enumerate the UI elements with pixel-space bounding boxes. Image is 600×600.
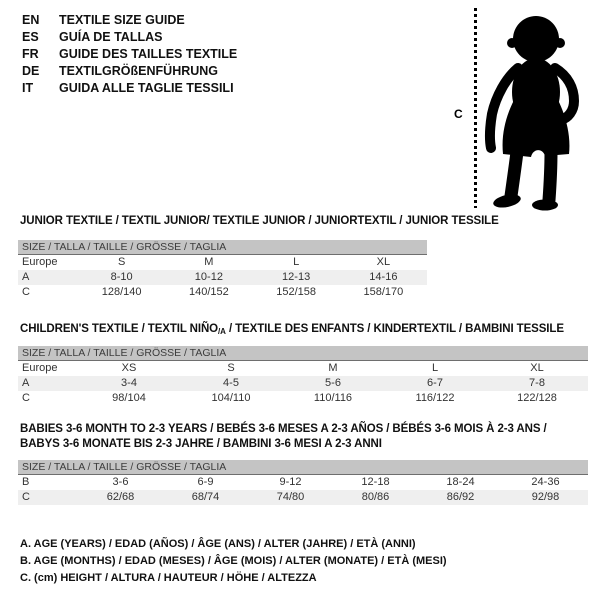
footnote-b: B. AGE (MONTHS) / EDAD (MESES) / ÂGE (MOIS) / ALTER (MONATE) / ETÀ (MESI) <box>20 555 447 567</box>
table-row <box>18 270 427 285</box>
cell: XL <box>376 256 391 268</box>
language-row <box>22 12 237 29</box>
size-header-bar: SIZE / TALLA / TAILLE / GRÖSSE / TAGLIA <box>18 460 588 475</box>
cell: 152/158 <box>276 286 316 298</box>
table-row <box>18 285 427 300</box>
section-title-babies-line1: BABIES 3-6 MONTH TO 2-3 YEARS / BEBÉS 3-6 MESES A 2-3 AÑOS / BÉBÉS 3-6 MOIS À 2-3 ANS / <box>20 423 547 435</box>
section-title-children <box>20 322 564 339</box>
row-label: C <box>22 286 30 298</box>
language-row <box>22 29 237 46</box>
cell: 158/170 <box>363 286 404 298</box>
language-row <box>22 46 237 63</box>
cell: 92/98 <box>531 491 560 503</box>
language-row <box>22 80 237 97</box>
cell: 9-12 <box>279 476 302 488</box>
cell: S <box>117 256 126 268</box>
cell: L <box>293 256 300 268</box>
cell: M <box>204 256 214 268</box>
footnotes <box>20 536 447 587</box>
cell: 5-6 <box>325 377 341 389</box>
cell: 10-12 <box>194 271 223 283</box>
cell: 86/92 <box>446 491 475 503</box>
table-row <box>18 490 588 505</box>
cell: 128/140 <box>101 286 142 298</box>
cell: 18-24 <box>446 476 475 488</box>
cell: 104/110 <box>211 392 251 404</box>
table-row <box>18 376 588 391</box>
row-label: C <box>22 491 30 503</box>
cell: 4-5 <box>223 377 239 389</box>
language-code: DE <box>22 64 40 78</box>
cell: 12-13 <box>282 271 311 283</box>
language-header <box>22 12 237 97</box>
cell: 74/80 <box>276 491 305 503</box>
cell: 12-18 <box>361 476 390 488</box>
language-title: GUÍA DE TALLAS <box>59 30 163 44</box>
footnote-a: A. AGE (YEARS) / EDAD (AÑOS) / ÂGE (ANS) / ALTER (JAHRE) / ETÀ (ANNI) <box>20 538 416 550</box>
section-title-children-pre: CHILDREN'S TEXTILE / TEXTIL NIÑO <box>20 323 219 335</box>
cell: L <box>431 362 439 374</box>
junior-size-table <box>18 240 427 300</box>
cell: 7-8 <box>529 377 545 389</box>
size-header-bar: SIZE / TALLA / TAILLE / GRÖSSE / TAGLIA <box>18 346 588 361</box>
language-code: IT <box>22 81 34 95</box>
cell: XS <box>121 362 137 374</box>
section-title-children-post: / TEXTILE DES ENFANTS / KINDERTEXTIL / BAMBINI TESSILE <box>225 323 564 335</box>
table-row <box>18 391 588 406</box>
language-code: ES <box>22 30 39 44</box>
cell: 68/74 <box>191 491 220 503</box>
table-row <box>18 361 588 376</box>
language-title: TEXTILGRÖßENFÜHRUNG <box>59 64 219 78</box>
cell: S <box>227 362 235 374</box>
cell: 116/122 <box>415 392 455 404</box>
baby-silhouette <box>484 8 586 212</box>
row-label: A <box>22 377 30 389</box>
row-label: B <box>22 476 30 488</box>
footnote-c: C. (cm) HEIGHT / ALTURA / HAUTEUR / HÖHE / ALTEZZA <box>20 572 317 584</box>
table-row <box>18 255 427 270</box>
section-title-babies-line2: BABYS 3-6 MONATE BIS 2-3 JAHRE / BAMBINI 3-6 MESI A 2-3 ANNI <box>20 438 382 450</box>
cell: 3-6 <box>112 476 129 488</box>
row-label: Europe <box>22 362 58 374</box>
language-row <box>22 63 237 80</box>
cell: 62/68 <box>106 491 135 503</box>
cell: 140/152 <box>188 286 229 298</box>
section-title-babies <box>20 422 547 452</box>
cell: 3-4 <box>121 377 137 389</box>
section-title-children-sub: /A <box>218 327 226 336</box>
language-title: TEXTILE SIZE GUIDE <box>59 13 185 27</box>
children-size-table <box>18 346 588 406</box>
cell: XL <box>530 362 544 374</box>
cell: 6-9 <box>197 476 214 488</box>
height-dashed-line <box>474 8 477 208</box>
language-code: EN <box>22 13 40 27</box>
cell: 8-10 <box>110 271 133 283</box>
cell: 122/128 <box>517 392 557 404</box>
table-row <box>18 475 588 490</box>
cell: 24-36 <box>531 476 560 488</box>
language-code: FR <box>22 47 39 61</box>
cell: 98/104 <box>112 392 146 404</box>
cell: 6-7 <box>427 377 443 389</box>
babies-size-table <box>18 460 588 505</box>
language-title: GUIDE DES TAILLES TEXTILE <box>59 47 238 61</box>
cell: 80/86 <box>361 491 390 503</box>
height-label: C <box>454 107 463 121</box>
cell: 14-16 <box>369 271 398 283</box>
cell: 110/116 <box>313 392 353 404</box>
size-header-bar: SIZE / TALLA / TAILLE / GRÖSSE / TAGLIA <box>18 240 427 255</box>
section-title-junior: JUNIOR TEXTILE / TEXTIL JUNIOR/ TEXTILE JUNIOR / JUNIORTEXTIL / JUNIOR TESSILE <box>20 215 499 227</box>
language-title: GUIDA ALLE TAGLIE TESSILI <box>59 81 234 95</box>
row-label: A <box>22 271 30 283</box>
row-label: C <box>22 392 30 404</box>
row-label: Europe <box>22 256 58 268</box>
cell: M <box>328 362 338 374</box>
